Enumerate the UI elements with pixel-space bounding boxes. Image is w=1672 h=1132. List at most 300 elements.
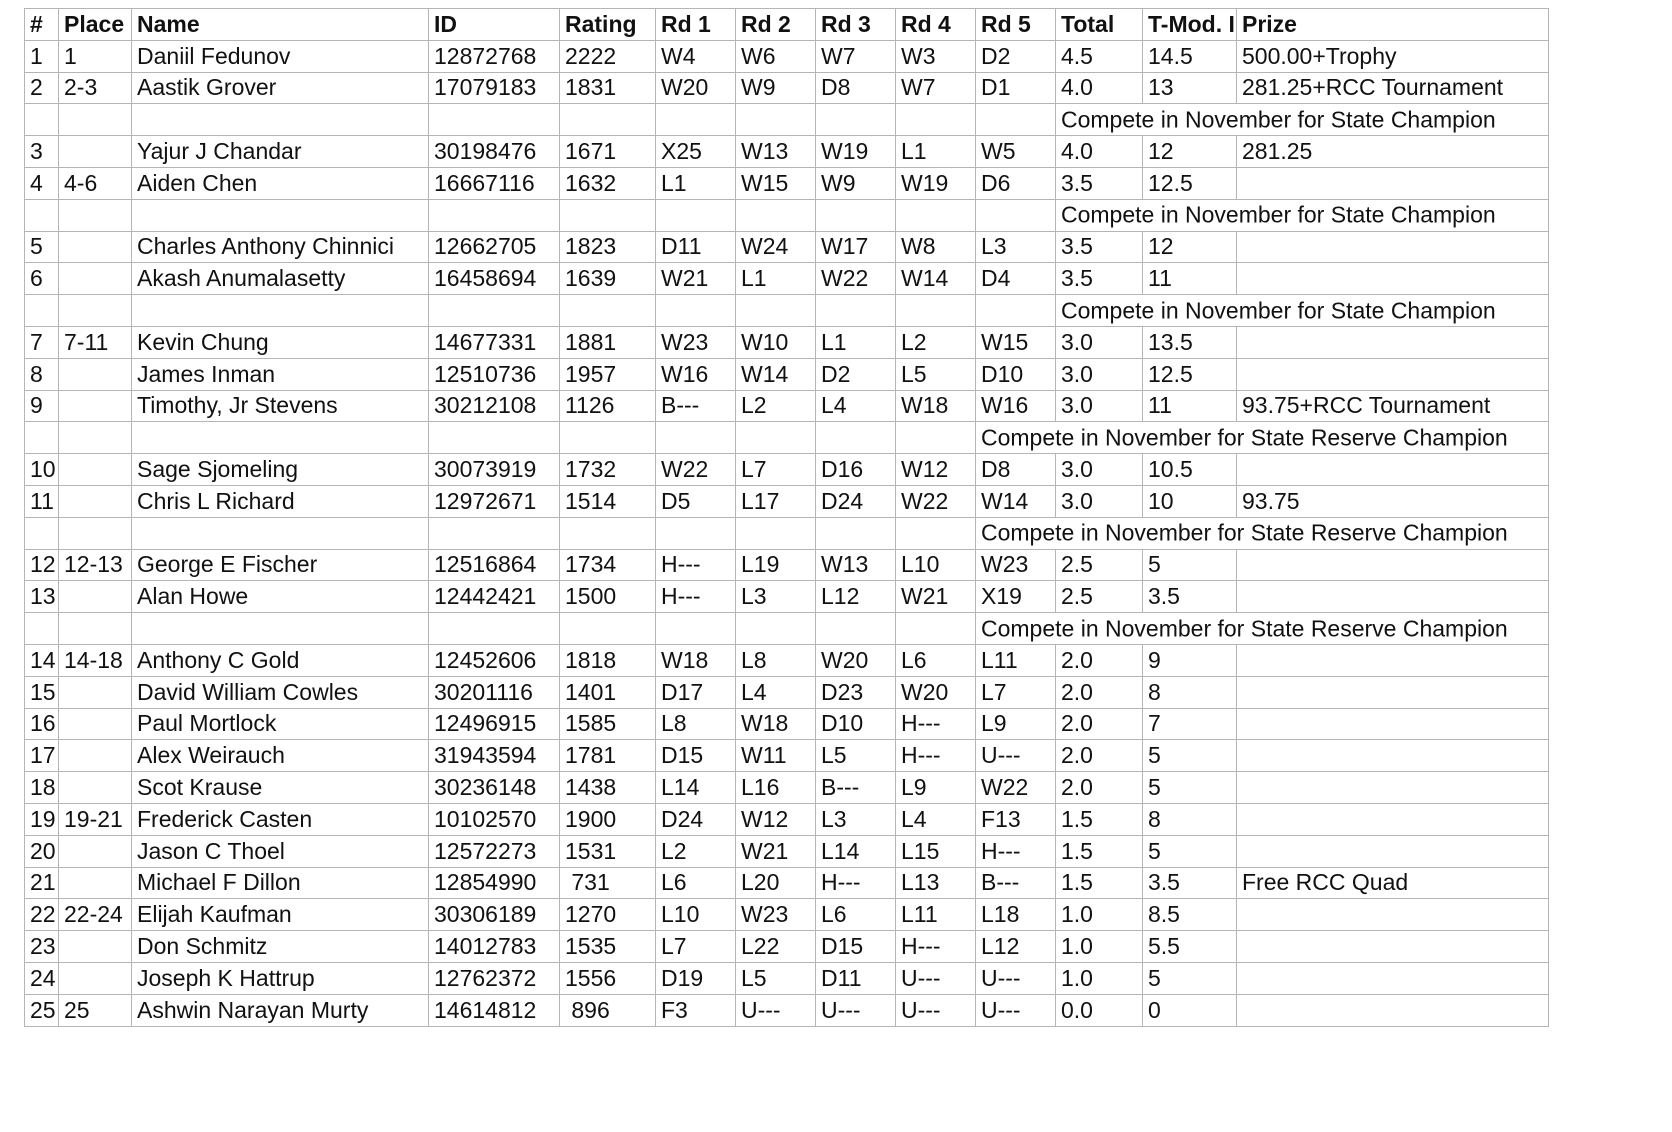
round-5-cell: L7 — [976, 676, 1056, 708]
player-name-cell: David William Cowles — [132, 676, 429, 708]
empty-cell — [59, 517, 132, 549]
prize-cell — [1237, 676, 1549, 708]
total-cell: 2.0 — [1056, 740, 1143, 772]
table-row — [25, 644, 1549, 676]
championship-note-text: Compete in November for State Reserve Champion — [981, 519, 1508, 546]
prize-cell — [1237, 803, 1549, 835]
round-1-cell: W21 — [656, 263, 736, 295]
player-id-cell: 30212108 — [429, 390, 560, 422]
round-1-cell: L1 — [656, 167, 736, 199]
round-3-cell: D15 — [816, 931, 896, 963]
tmod-cell: 11 — [1143, 390, 1237, 422]
player-name-cell: Chris L Richard — [132, 485, 429, 517]
header-rd1: Rd 1 — [656, 9, 736, 41]
round-5-cell: L9 — [976, 708, 1056, 740]
prize-cell — [1237, 994, 1549, 1026]
round-4-cell: L11 — [896, 899, 976, 931]
header-rd2: Rd 2 — [736, 9, 816, 41]
prize-cell — [1237, 231, 1549, 263]
rating-cell: 1734 — [560, 549, 656, 581]
round-3-cell: D23 — [816, 676, 896, 708]
table-row — [25, 358, 1549, 390]
tmod-cell: 3.5 — [1143, 867, 1237, 899]
empty-cell — [59, 104, 132, 136]
row-number-cell: 18 — [25, 772, 59, 804]
round-5-cell: D8 — [976, 454, 1056, 486]
row-number-cell: 2 — [25, 72, 59, 104]
total-cell: 2.0 — [1056, 772, 1143, 804]
player-id-cell: 12572273 — [429, 835, 560, 867]
empty-cell — [560, 295, 656, 327]
rating-cell: 1438 — [560, 772, 656, 804]
row-number-cell: 13 — [25, 581, 59, 613]
round-5-cell: B--- — [976, 867, 1056, 899]
total-cell: 3.0 — [1056, 454, 1143, 486]
empty-cell — [736, 422, 816, 454]
row-number-cell: 21 — [25, 867, 59, 899]
round-4-cell: W7 — [896, 72, 976, 104]
round-3-cell: L6 — [816, 899, 896, 931]
rating-cell: 1781 — [560, 740, 656, 772]
rating-cell: 1632 — [560, 167, 656, 199]
round-4-cell: L9 — [896, 772, 976, 804]
total-cell: 1.5 — [1056, 835, 1143, 867]
round-4-cell: H--- — [896, 931, 976, 963]
tmod-cell: 8.5 — [1143, 899, 1237, 931]
empty-cell — [736, 104, 816, 136]
empty-cell — [656, 613, 736, 645]
empty-cell — [59, 613, 132, 645]
table-row — [25, 167, 1549, 199]
prize-cell — [1237, 454, 1549, 486]
empty-cell — [736, 199, 816, 231]
empty-cell — [656, 199, 736, 231]
table-row — [25, 72, 1549, 104]
prize-cell — [1237, 581, 1549, 613]
round-5-cell: H--- — [976, 835, 1056, 867]
header-row — [25, 9, 1549, 41]
row-number-cell: 12 — [25, 549, 59, 581]
empty-cell — [25, 104, 59, 136]
table-row — [25, 390, 1549, 422]
player-name-cell: Timothy, Jr Stevens — [132, 390, 429, 422]
player-id-cell: 14012783 — [429, 931, 560, 963]
empty-cell — [816, 295, 896, 327]
tmod-cell: 9 — [1143, 644, 1237, 676]
place-cell: 22-24 — [59, 899, 132, 931]
round-5-cell: L18 — [976, 899, 1056, 931]
table-row — [25, 835, 1549, 867]
header-number: # — [25, 9, 59, 41]
place-cell — [59, 358, 132, 390]
rating-cell: 1401 — [560, 676, 656, 708]
prize-cell — [1237, 708, 1549, 740]
header-id: ID — [429, 9, 560, 41]
total-cell: 3.0 — [1056, 390, 1143, 422]
place-cell — [59, 454, 132, 486]
round-1-cell: H--- — [656, 549, 736, 581]
round-4-cell: W19 — [896, 167, 976, 199]
player-id-cell: 12854990 — [429, 867, 560, 899]
place-cell: 4-6 — [59, 167, 132, 199]
empty-cell — [132, 104, 429, 136]
round-5-cell: W5 — [976, 136, 1056, 168]
header-total: Total — [1056, 9, 1143, 41]
empty-cell — [429, 422, 560, 454]
round-2-cell: U--- — [736, 994, 816, 1026]
total-cell: 2.0 — [1056, 708, 1143, 740]
round-1-cell: D17 — [656, 676, 736, 708]
player-name-cell: Anthony C Gold — [132, 644, 429, 676]
total-cell: 2.5 — [1056, 581, 1143, 613]
player-id-cell: 12496915 — [429, 708, 560, 740]
tmod-cell: 12 — [1143, 231, 1237, 263]
round-3-cell: W7 — [816, 40, 896, 72]
player-name-cell: Elijah Kaufman — [132, 899, 429, 931]
round-3-cell: W20 — [816, 644, 896, 676]
round-2-cell: W12 — [736, 803, 816, 835]
empty-cell — [816, 422, 896, 454]
empty-cell — [429, 613, 560, 645]
empty-cell — [976, 295, 1056, 327]
tmod-cell: 5 — [1143, 740, 1237, 772]
prize-cell — [1237, 962, 1549, 994]
player-id-cell: 14677331 — [429, 326, 560, 358]
total-cell: 1.0 — [1056, 962, 1143, 994]
tmod-cell: 12 — [1143, 136, 1237, 168]
row-number-cell: 25 — [25, 994, 59, 1026]
round-4-cell: W14 — [896, 263, 976, 295]
empty-cell — [736, 517, 816, 549]
tmod-cell: 3.5 — [1143, 581, 1237, 613]
round-1-cell: W18 — [656, 644, 736, 676]
prize-cell — [1237, 644, 1549, 676]
row-number-cell: 8 — [25, 358, 59, 390]
empty-cell — [976, 199, 1056, 231]
championship-note-text: Compete in November for State Champion — [1061, 106, 1496, 133]
rating-cell: 1531 — [560, 835, 656, 867]
round-2-cell: L3 — [736, 581, 816, 613]
table-row — [25, 962, 1549, 994]
prize-cell — [1237, 899, 1549, 931]
round-2-cell: L8 — [736, 644, 816, 676]
round-5-cell: F13 — [976, 803, 1056, 835]
total-cell: 2.0 — [1056, 644, 1143, 676]
round-1-cell: L6 — [656, 867, 736, 899]
round-4-cell: U--- — [896, 962, 976, 994]
round-4-cell: L6 — [896, 644, 976, 676]
row-number-cell: 16 — [25, 708, 59, 740]
player-name-cell: Alan Howe — [132, 581, 429, 613]
prize-cell — [1237, 835, 1549, 867]
tmod-cell: 13.5 — [1143, 326, 1237, 358]
round-2-cell: W15 — [736, 167, 816, 199]
empty-cell — [25, 422, 59, 454]
player-name-cell: Joseph K Hattrup — [132, 962, 429, 994]
championship-note-cell — [976, 422, 1549, 454]
rating-cell: 896 — [560, 994, 656, 1026]
total-cell: 3.0 — [1056, 326, 1143, 358]
table-row — [25, 485, 1549, 517]
note-row — [25, 422, 1549, 454]
row-number-cell: 20 — [25, 835, 59, 867]
tmod-cell: 5 — [1143, 962, 1237, 994]
empty-cell — [132, 517, 429, 549]
round-1-cell: D5 — [656, 485, 736, 517]
player-name-cell: Aastik Grover — [132, 72, 429, 104]
round-3-cell: L5 — [816, 740, 896, 772]
tmod-cell: 0 — [1143, 994, 1237, 1026]
empty-cell — [816, 199, 896, 231]
round-5-cell: D10 — [976, 358, 1056, 390]
round-5-cell: D1 — [976, 72, 1056, 104]
table-row — [25, 994, 1549, 1026]
empty-cell — [656, 295, 736, 327]
round-2-cell: L5 — [736, 962, 816, 994]
empty-cell — [816, 613, 896, 645]
round-1-cell: W23 — [656, 326, 736, 358]
header-place: Place — [59, 9, 132, 41]
rating-cell: 1270 — [560, 899, 656, 931]
round-1-cell: W22 — [656, 454, 736, 486]
round-2-cell: L1 — [736, 263, 816, 295]
row-number-cell: 9 — [25, 390, 59, 422]
place-cell: 14-18 — [59, 644, 132, 676]
round-4-cell: L5 — [896, 358, 976, 390]
round-4-cell: L1 — [896, 136, 976, 168]
total-cell: 1.0 — [1056, 899, 1143, 931]
prize-cell — [1237, 167, 1549, 199]
round-4-cell: H--- — [896, 740, 976, 772]
round-5-cell: D2 — [976, 40, 1056, 72]
player-id-cell: 30201116 — [429, 676, 560, 708]
round-3-cell: D16 — [816, 454, 896, 486]
header-name: Name — [132, 9, 429, 41]
place-cell: 1 — [59, 40, 132, 72]
header-rd3: Rd 3 — [816, 9, 896, 41]
round-3-cell: W13 — [816, 549, 896, 581]
round-3-cell: L12 — [816, 581, 896, 613]
round-5-cell: X19 — [976, 581, 1056, 613]
round-4-cell: W12 — [896, 454, 976, 486]
round-3-cell: L3 — [816, 803, 896, 835]
note-row — [25, 199, 1549, 231]
row-number-cell: 10 — [25, 454, 59, 486]
total-cell: 2.0 — [1056, 676, 1143, 708]
tmod-cell: 8 — [1143, 676, 1237, 708]
round-3-cell: L14 — [816, 835, 896, 867]
row-number-cell: 24 — [25, 962, 59, 994]
place-cell — [59, 581, 132, 613]
round-2-cell: L7 — [736, 454, 816, 486]
rating-cell: 1831 — [560, 72, 656, 104]
championship-note-text: Compete in November for State Champion — [1061, 201, 1496, 228]
header-rating: Rating — [560, 9, 656, 41]
place-cell — [59, 136, 132, 168]
note-row — [25, 295, 1549, 327]
round-5-cell: W15 — [976, 326, 1056, 358]
round-3-cell: W19 — [816, 136, 896, 168]
round-1-cell: D11 — [656, 231, 736, 263]
empty-cell — [132, 422, 429, 454]
table-row — [25, 326, 1549, 358]
table-row — [25, 581, 1549, 613]
player-id-cell: 12762372 — [429, 962, 560, 994]
empty-cell — [429, 517, 560, 549]
round-2-cell: L17 — [736, 485, 816, 517]
row-number-cell: 3 — [25, 136, 59, 168]
round-1-cell: H--- — [656, 581, 736, 613]
place-cell — [59, 485, 132, 517]
prize-cell — [1237, 931, 1549, 963]
table-row — [25, 803, 1549, 835]
rating-cell: 1585 — [560, 708, 656, 740]
place-cell — [59, 231, 132, 263]
tmod-cell: 12.5 — [1143, 167, 1237, 199]
round-2-cell: W23 — [736, 899, 816, 931]
championship-note-cell — [976, 517, 1549, 549]
tmod-cell: 5 — [1143, 772, 1237, 804]
player-id-cell: 10102570 — [429, 803, 560, 835]
empty-cell — [132, 295, 429, 327]
prize-cell: 93.75+RCC Tournament — [1237, 390, 1549, 422]
table-row — [25, 231, 1549, 263]
table-row — [25, 136, 1549, 168]
rating-cell: 1535 — [560, 931, 656, 963]
rating-cell: 1639 — [560, 263, 656, 295]
championship-note-text: Compete in November for State Reserve Champion — [981, 615, 1508, 642]
total-cell: 2.5 — [1056, 549, 1143, 581]
round-5-cell: L12 — [976, 931, 1056, 963]
round-5-cell: L11 — [976, 644, 1056, 676]
player-name-cell: Frederick Casten — [132, 803, 429, 835]
row-number-cell: 4 — [25, 167, 59, 199]
rating-cell: 1818 — [560, 644, 656, 676]
rating-cell: 1556 — [560, 962, 656, 994]
place-cell — [59, 867, 132, 899]
tmod-cell: 8 — [1143, 803, 1237, 835]
round-4-cell: L2 — [896, 326, 976, 358]
player-id-cell: 12972671 — [429, 485, 560, 517]
tmod-cell: 5 — [1143, 835, 1237, 867]
round-3-cell: W9 — [816, 167, 896, 199]
round-4-cell: L15 — [896, 835, 976, 867]
round-2-cell: W10 — [736, 326, 816, 358]
empty-cell — [429, 295, 560, 327]
player-name-cell: Scot Krause — [132, 772, 429, 804]
round-1-cell: W20 — [656, 72, 736, 104]
round-3-cell: L4 — [816, 390, 896, 422]
row-number-cell: 23 — [25, 931, 59, 963]
round-4-cell: L4 — [896, 803, 976, 835]
place-cell — [59, 835, 132, 867]
total-cell: 4.0 — [1056, 72, 1143, 104]
round-4-cell: U--- — [896, 994, 976, 1026]
prize-cell: Free RCC Quad — [1237, 867, 1549, 899]
empty-cell — [560, 517, 656, 549]
place-cell — [59, 931, 132, 963]
total-cell: 1.5 — [1056, 803, 1143, 835]
player-name-cell: Sage Sjomeling — [132, 454, 429, 486]
empty-cell — [896, 422, 976, 454]
player-name-cell: Jason C Thoel — [132, 835, 429, 867]
rating-cell: 1823 — [560, 231, 656, 263]
round-5-cell: D4 — [976, 263, 1056, 295]
empty-cell — [560, 104, 656, 136]
tmod-cell: 10.5 — [1143, 454, 1237, 486]
table-row — [25, 772, 1549, 804]
table-row — [25, 40, 1549, 72]
place-cell — [59, 772, 132, 804]
table-row — [25, 899, 1549, 931]
prize-cell — [1237, 740, 1549, 772]
round-3-cell: D8 — [816, 72, 896, 104]
round-4-cell: W18 — [896, 390, 976, 422]
header-tmod: T-Mod. I — [1143, 9, 1237, 41]
empty-cell — [429, 104, 560, 136]
rating-cell: 1671 — [560, 136, 656, 168]
place-cell — [59, 263, 132, 295]
player-name-cell: Alex Weirauch — [132, 740, 429, 772]
table-body — [25, 40, 1549, 1026]
prize-cell — [1237, 358, 1549, 390]
round-5-cell: W14 — [976, 485, 1056, 517]
empty-cell — [132, 613, 429, 645]
round-1-cell: D15 — [656, 740, 736, 772]
total-cell: 0.0 — [1056, 994, 1143, 1026]
player-name-cell: Daniil Fedunov — [132, 40, 429, 72]
round-5-cell: W22 — [976, 772, 1056, 804]
empty-cell — [25, 295, 59, 327]
round-2-cell: W14 — [736, 358, 816, 390]
player-name-cell: Ashwin Narayan Murty — [132, 994, 429, 1026]
player-id-cell: 14614812 — [429, 994, 560, 1026]
championship-note-cell — [1056, 199, 1549, 231]
total-cell: 3.0 — [1056, 485, 1143, 517]
round-3-cell: D11 — [816, 962, 896, 994]
empty-cell — [976, 104, 1056, 136]
rating-cell: 1881 — [560, 326, 656, 358]
prize-cell: 281.25+RCC Tournament — [1237, 72, 1549, 104]
place-cell: 25 — [59, 994, 132, 1026]
player-id-cell: 12452606 — [429, 644, 560, 676]
player-name-cell: Don Schmitz — [132, 931, 429, 963]
tmod-cell: 5.5 — [1143, 931, 1237, 963]
round-5-cell: U--- — [976, 740, 1056, 772]
player-name-cell: Akash Anumalasetty — [132, 263, 429, 295]
round-1-cell: D19 — [656, 962, 736, 994]
empty-cell — [656, 517, 736, 549]
total-cell: 4.0 — [1056, 136, 1143, 168]
place-cell — [59, 708, 132, 740]
prize-cell — [1237, 263, 1549, 295]
prize-cell: 93.75 — [1237, 485, 1549, 517]
empty-cell — [429, 199, 560, 231]
empty-cell — [816, 104, 896, 136]
championship-note-text: Compete in November for State Champion — [1061, 297, 1496, 324]
round-4-cell: W22 — [896, 485, 976, 517]
empty-cell — [59, 199, 132, 231]
tmod-cell: 11 — [1143, 263, 1237, 295]
prize-cell — [1237, 549, 1549, 581]
table-row — [25, 454, 1549, 486]
player-id-cell: 16458694 — [429, 263, 560, 295]
player-id-cell: 12872768 — [429, 40, 560, 72]
empty-cell — [656, 422, 736, 454]
row-number-cell: 17 — [25, 740, 59, 772]
empty-cell — [896, 295, 976, 327]
standings-table — [24, 8, 1549, 1027]
